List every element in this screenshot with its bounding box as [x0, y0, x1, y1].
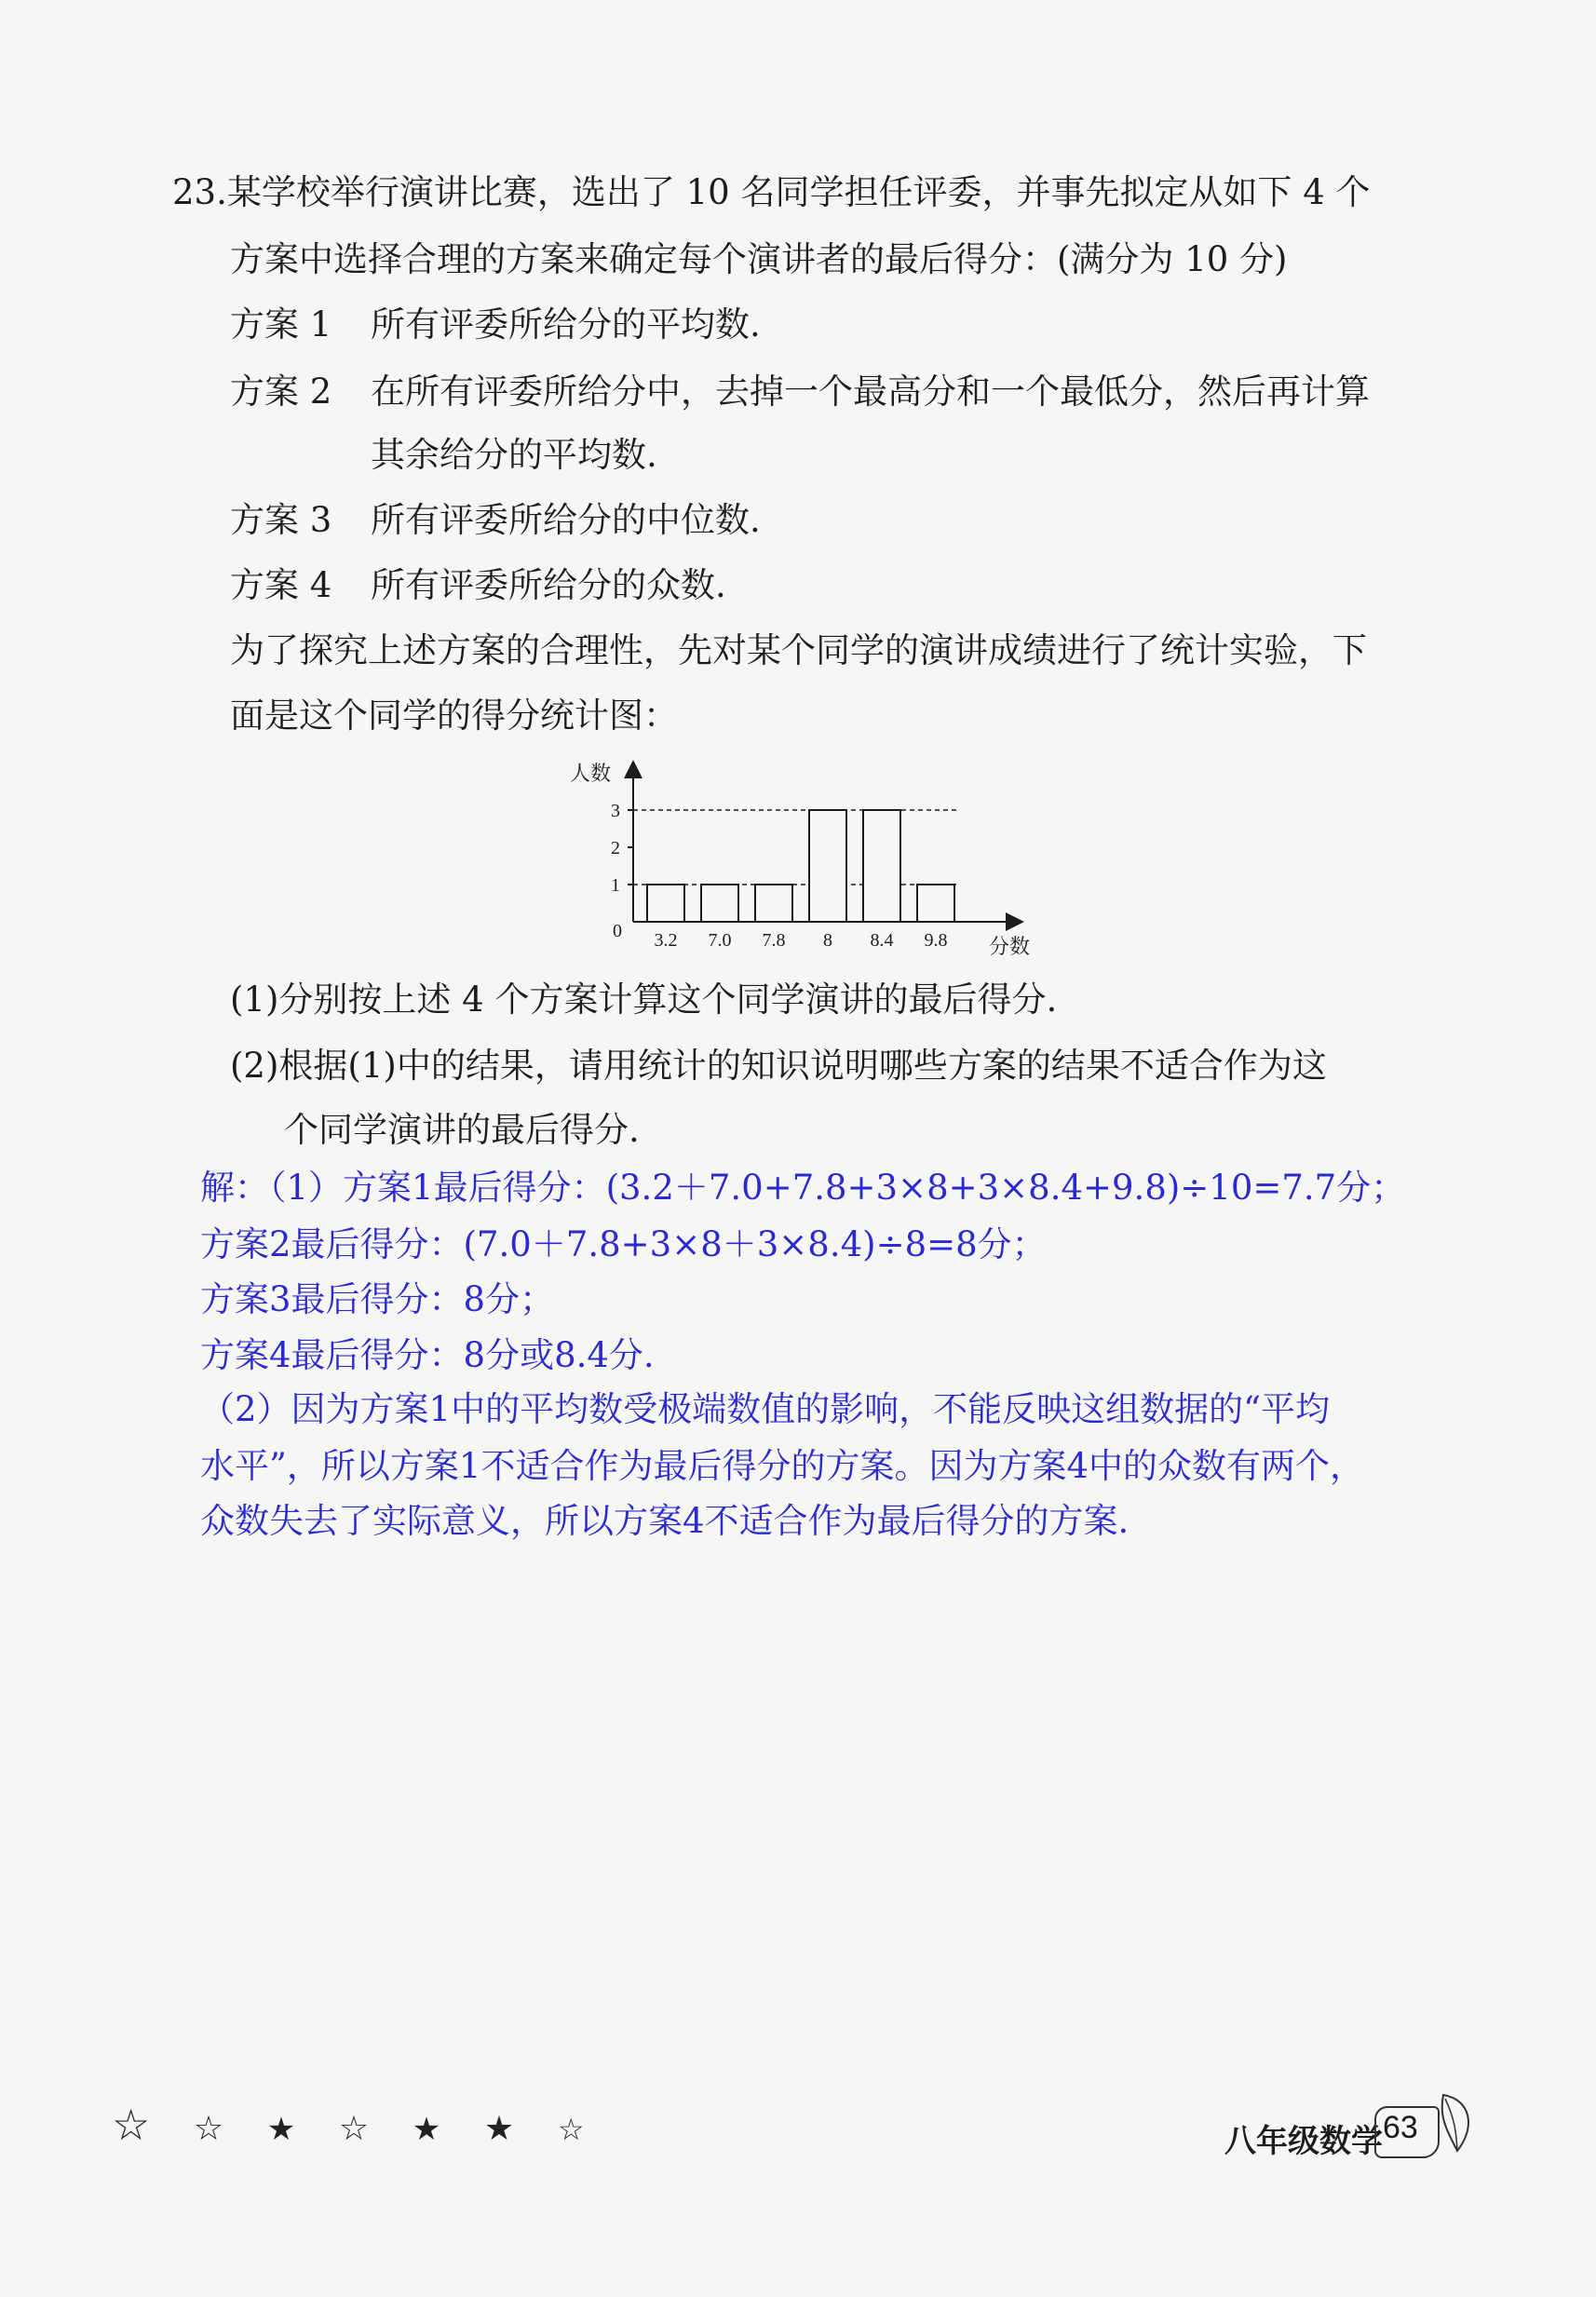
- answer-line-4: 方案4最后得分：8分或8.4分.: [200, 1335, 655, 1375]
- plan-2-label: 方案 2: [230, 372, 332, 412]
- star-icon: ★: [483, 2110, 530, 2148]
- answer-line-7: 众数失去了实际意义，所以方案4不适合作为最后得分的方案.: [200, 1501, 1129, 1541]
- origin-label: 0: [613, 921, 622, 941]
- plan-4-text: 所有评委所给分的众数.: [371, 565, 726, 605]
- answer-line-6: 水平”，所以方案1不适合作为最后得分的方案。因为方案4中的众数有两个，: [200, 1446, 1364, 1486]
- plan-4-label: 方案 4: [230, 565, 332, 605]
- plan-1-text: 所有评委所给分的平均数.: [371, 304, 761, 345]
- bar-8.4: [863, 810, 900, 922]
- bar-7.8: [755, 885, 792, 922]
- question-2-line-2: 个同学演讲的最后得分.: [284, 1110, 640, 1150]
- leaf-icon: [1434, 2086, 1481, 2160]
- problem-line-2: 方案中选择合理的方案来确定每个演讲者的最后得分：(满分为 10 分): [230, 239, 1288, 279]
- bar-9.8: [917, 885, 954, 922]
- plan-2-text: 在所有评委所给分中，去掉一个最高分和一个最低分，然后再计算: [371, 372, 1370, 412]
- bar-7.0: [701, 885, 738, 922]
- star-icon: ☆: [557, 2112, 600, 2147]
- page-number: 63: [1383, 2110, 1418, 2145]
- question-2-line-1: (2)根据(1)中的结果，请用统计的知识说明哪些方案的结果不适合作为这: [230, 1046, 1327, 1086]
- footer-stars-decoration: [112, 2100, 600, 2150]
- star-icon: ☆: [338, 2110, 385, 2148]
- score-frequency-chart: [559, 752, 1043, 966]
- bar-3.2: [647, 885, 684, 922]
- y-tick-label: 1: [611, 875, 620, 896]
- x-tick-label: 9.8: [924, 930, 948, 951]
- star-icon: ★: [266, 2111, 311, 2148]
- y-tick-label: 3: [611, 801, 620, 821]
- y-tick-label: 2: [611, 838, 620, 858]
- answer-line-2: 方案2最后得分：(7.0＋7.8+3×8＋3×8.4)÷8=8分；: [200, 1224, 1047, 1264]
- bar-8: [809, 810, 846, 922]
- star-icon: ☆: [112, 2100, 166, 2150]
- question-1: (1)分别按上述 4 个方案计算这个同学演讲的最后得分.: [230, 980, 1058, 1020]
- problem-line-1: 23.某学校举行演讲比赛，选出了 10 名同学担任评委，并事先拟定从如下 4 个: [172, 172, 1371, 212]
- x-tick-label: 7.8: [762, 930, 786, 951]
- plan-3-text: 所有评委所给分的中位数.: [371, 500, 761, 540]
- answer-line-3: 方案3最后得分：8分；: [200, 1279, 555, 1319]
- star-icon: ☆: [193, 2110, 239, 2148]
- star-icon: ★: [412, 2111, 456, 2148]
- x-axis-label: 分数: [989, 935, 1031, 958]
- intro-line-1: 为了探究上述方案的合理性，先对某个同学的演讲成绩进行了统计实验，下: [230, 630, 1367, 670]
- x-tick-label: 7.0: [708, 930, 732, 951]
- plan-3-label: 方案 3: [230, 500, 332, 540]
- grade-label: 八年级数学: [1224, 2123, 1383, 2160]
- y-axis-label: 人数: [570, 762, 612, 785]
- x-tick-label: 8.4: [870, 930, 894, 951]
- x-tick-label: 3.2: [654, 930, 678, 951]
- plan-1-label: 方案 1: [230, 304, 332, 345]
- plan-2-text-cont: 其余给分的平均数.: [371, 435, 657, 475]
- answer-line-5: （2）因为方案1中的平均数受极端数值的影响，不能反映这组数据的“平均: [200, 1389, 1330, 1429]
- answer-line-1: 解：（1）方案1最后得分：(3.2＋7.0+7.8+3×8+3×8.4+9.8)÷10=7.7分；: [200, 1168, 1406, 1208]
- x-tick-label: 8: [823, 930, 832, 951]
- intro-line-2: 面是这个同学的得分统计图：: [230, 696, 678, 736]
